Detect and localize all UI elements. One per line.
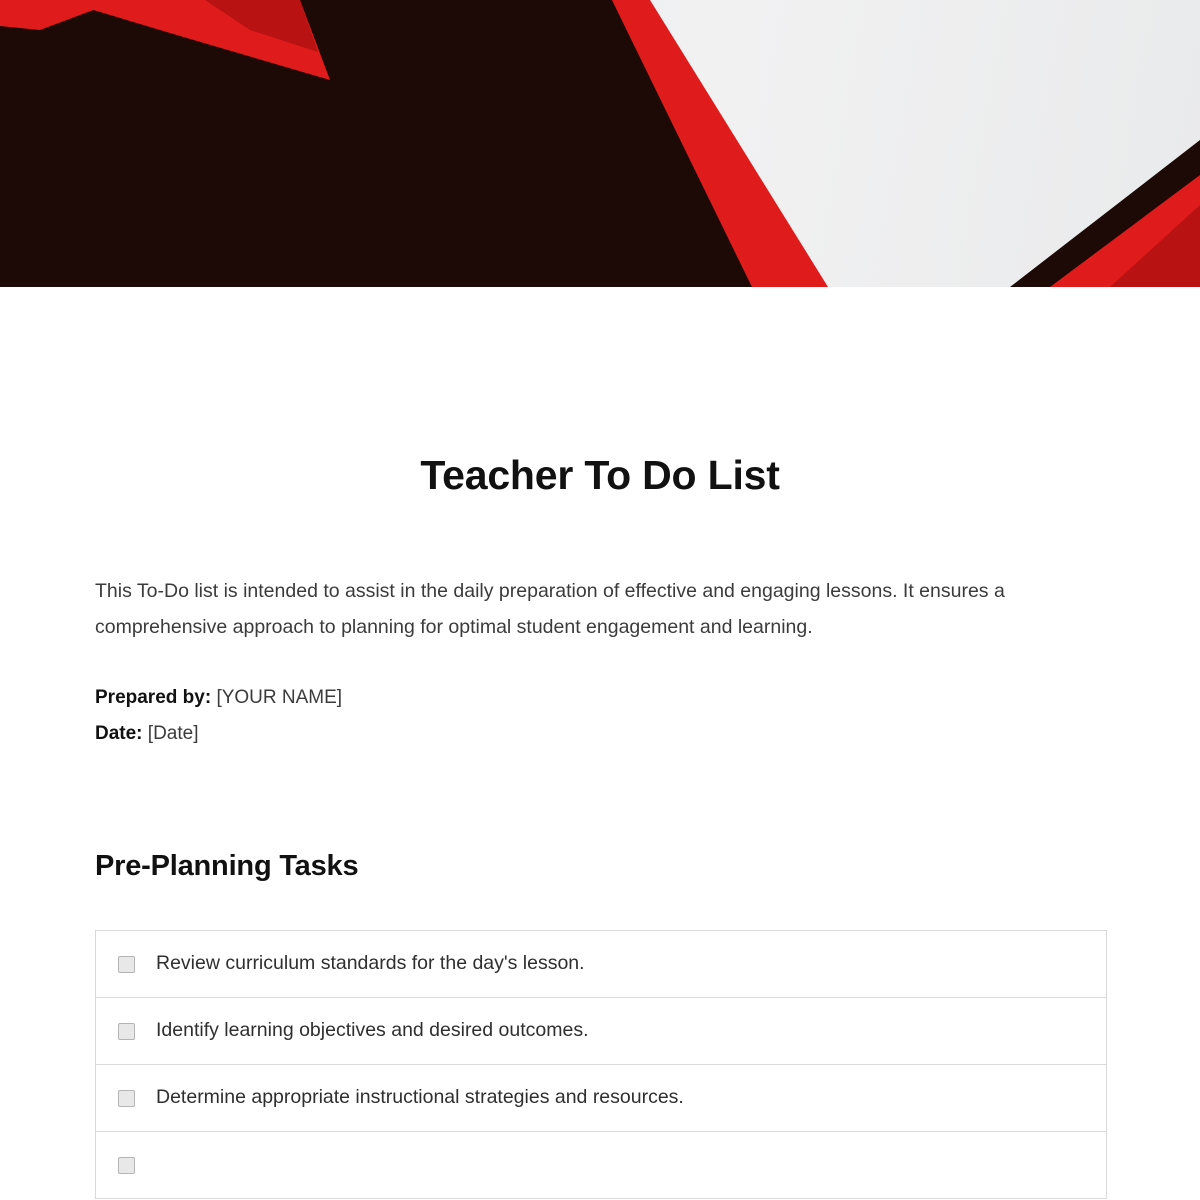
task-row[interactable] xyxy=(96,998,1106,1065)
task-label: Determine appropriate instructional strategies and resources. xyxy=(156,1086,684,1109)
document-body xyxy=(0,287,1200,1199)
prepared-by-label: Prepared by: xyxy=(95,687,212,708)
page-title: Teacher To Do List xyxy=(420,452,780,498)
document-meta xyxy=(95,645,1105,752)
task-label: Identify learning objectives and desired outcomes. xyxy=(156,1019,589,1042)
date-value[interactable]: [Date] xyxy=(147,723,199,744)
task-label: Review curriculum standards for the day's lesson. xyxy=(156,952,585,975)
checkbox-icon[interactable] xyxy=(118,956,135,973)
task-row[interactable] xyxy=(96,1065,1106,1132)
date-line xyxy=(95,716,1105,752)
prepared-by-line xyxy=(95,680,1105,716)
section-heading-pre-planning: Pre-Planning Tasks xyxy=(95,850,359,882)
decorative-header-banner xyxy=(0,0,1200,287)
intro-paragraph: This To-Do list is intended to assist in the daily preparation of effective and engaging lessons. It ensures a comprehensive approach to planning for optimal student engagement and learning. xyxy=(95,580,1005,638)
checkbox-icon[interactable] xyxy=(118,1157,135,1174)
task-row[interactable] xyxy=(96,931,1106,998)
task-row[interactable] xyxy=(96,1132,1106,1199)
task-table-pre-planning xyxy=(95,930,1107,1199)
checkbox-icon[interactable] xyxy=(118,1023,135,1040)
checkbox-icon[interactable] xyxy=(118,1090,135,1107)
date-label: Date: xyxy=(95,723,143,744)
prepared-by-value[interactable]: [YOUR NAME] xyxy=(216,687,343,708)
